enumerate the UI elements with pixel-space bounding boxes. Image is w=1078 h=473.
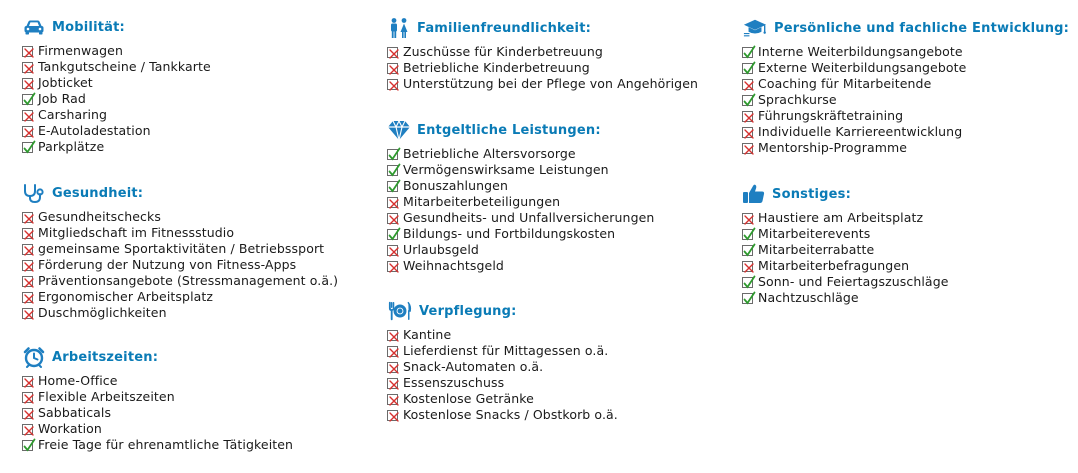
checklist-item xyxy=(22,305,362,321)
checklist-item xyxy=(742,76,1072,92)
family-icon xyxy=(387,17,411,39)
cross-icon xyxy=(22,392,33,403)
diamond-icon xyxy=(387,119,411,141)
checklist-item-label: Jobticket xyxy=(38,75,93,90)
checklist-item-label: Mitarbeiterevents xyxy=(758,226,871,241)
cross-icon xyxy=(22,62,33,73)
checkmark-icon xyxy=(387,181,398,192)
checklist-item xyxy=(22,59,362,75)
checklist-item xyxy=(387,146,727,162)
cross-icon xyxy=(22,244,33,255)
item-list xyxy=(22,373,362,453)
checklist-item xyxy=(387,60,727,76)
cross-icon xyxy=(742,79,753,90)
checkmark-icon xyxy=(742,63,753,74)
section-header xyxy=(387,16,727,40)
checklist-item-label: Interne Weiterbildungsangebote xyxy=(758,44,963,59)
checklist-item-label: Mitarbeiterbefragungen xyxy=(758,258,910,273)
checklist-item xyxy=(22,225,362,241)
checklist-item-label: Kostenlose Snacks / Obstkorb o.ä. xyxy=(403,407,618,422)
cross-icon xyxy=(387,394,398,405)
checklist-item-label: Gesundheitschecks xyxy=(38,209,161,224)
checklist-item-label: Gesundheits- und Unfallversicherungen xyxy=(403,210,655,225)
checklist-item-label: Workation xyxy=(38,421,102,436)
item-list xyxy=(742,44,1072,156)
checklist-item xyxy=(387,343,727,359)
checklist-item xyxy=(387,162,727,178)
section-familienfreundlichkeit xyxy=(387,16,727,92)
section-sonstiges xyxy=(742,182,1078,306)
section-title: Gesundheit: xyxy=(52,185,144,201)
checklist-item xyxy=(742,44,1072,60)
item-list xyxy=(742,210,1078,306)
checklist-item xyxy=(22,405,362,421)
cross-icon xyxy=(742,143,753,154)
checklist-item xyxy=(742,258,1078,274)
item-list xyxy=(22,209,362,321)
section-title: Entgeltliche Leistungen: xyxy=(417,122,601,138)
cross-icon xyxy=(22,408,33,419)
checklist-item xyxy=(742,60,1072,76)
checklist-item xyxy=(387,391,727,407)
checklist-item xyxy=(742,108,1072,124)
thumbs-up-icon xyxy=(742,183,766,205)
checkmark-icon xyxy=(742,277,753,288)
checkmark-icon xyxy=(742,245,753,256)
section-verpflegung xyxy=(387,299,727,423)
checkmark-icon xyxy=(742,47,753,58)
checklist-item-label: Weihnachtsgeld xyxy=(403,258,504,273)
cross-icon xyxy=(742,213,753,224)
cross-icon xyxy=(22,292,33,303)
section-title: Verpflegung: xyxy=(419,303,517,319)
cross-icon xyxy=(387,213,398,224)
checklist-item-label: Coaching für Mitarbeitende xyxy=(758,76,932,91)
section-header xyxy=(387,118,727,142)
section-title: Persönliche und fachliche Entwicklung: xyxy=(774,20,1070,36)
cross-icon xyxy=(22,212,33,223)
cross-icon xyxy=(387,197,398,208)
cross-icon xyxy=(742,261,753,272)
checklist-item-label: Mitgliedschaft im Fitnessstudio xyxy=(38,225,235,240)
checklist-item-label: gemeinsame Sportaktivitäten / Betriebssport xyxy=(38,241,325,256)
section-header xyxy=(387,299,727,323)
checkmark-icon xyxy=(742,293,753,304)
cross-icon xyxy=(387,330,398,341)
stethoscope-icon xyxy=(22,182,46,204)
checklist-item xyxy=(22,75,362,91)
cross-icon xyxy=(387,410,398,421)
checklist-item xyxy=(742,210,1078,226)
checkmark-icon xyxy=(22,440,33,451)
checklist-item-label: Haustiere am Arbeitsplatz xyxy=(758,210,924,225)
checklist-item-label: Vermögenswirksame Leistungen xyxy=(403,162,609,177)
checklist-item-label: Carsharing xyxy=(38,107,108,122)
checklist-item xyxy=(387,359,727,375)
checklist-item-label: Firmenwagen xyxy=(38,43,123,58)
checklist-item-label: Präventionsangebote (Stressmanagement o.ä.) xyxy=(38,273,339,288)
checklist-item-label: Zuschüsse für Kinderbetreuung xyxy=(403,44,603,59)
checklist-item xyxy=(22,373,362,389)
checklist-item xyxy=(22,437,362,453)
item-list xyxy=(22,43,362,155)
checklist-item-label: Sonn- und Feiertagszuschläge xyxy=(758,274,949,289)
checklist-item xyxy=(387,210,727,226)
checklist-item xyxy=(22,107,362,123)
checklist-item xyxy=(742,124,1072,140)
checklist-item-label: Home-Office xyxy=(38,373,118,388)
cross-icon xyxy=(387,261,398,272)
alarm-clock-icon xyxy=(22,346,46,368)
graduation-cap-icon xyxy=(742,17,768,39)
checklist-item xyxy=(22,91,362,107)
section-header xyxy=(22,345,362,369)
cross-icon xyxy=(22,228,33,239)
section-arbeitszeiten xyxy=(22,345,362,453)
checklist-item-label: Mentorship-Programme xyxy=(758,140,908,155)
checklist-item-label: E-Autoladestation xyxy=(38,123,151,138)
checklist-item-label: Tankgutscheine / Tankkarte xyxy=(38,59,211,74)
checklist-item xyxy=(22,389,362,405)
cross-icon xyxy=(22,260,33,271)
checklist-item-label: Essenszuschuss xyxy=(403,375,505,390)
checklist-item-label: Job Rad xyxy=(38,91,86,106)
checklist-item xyxy=(742,274,1078,290)
checklist-item xyxy=(22,139,362,155)
checklist-item-label: Flexible Arbeitszeiten xyxy=(38,389,175,404)
checkmark-icon xyxy=(387,165,398,176)
checkmark-icon xyxy=(22,94,33,105)
cross-icon xyxy=(22,78,33,89)
cross-icon xyxy=(742,111,753,122)
checklist-item-label: Parkplätze xyxy=(38,139,105,154)
section-header xyxy=(22,181,362,205)
checklist-item xyxy=(22,257,362,273)
checklist-item xyxy=(387,76,727,92)
checklist-item xyxy=(387,44,727,60)
checklist-item xyxy=(742,242,1078,258)
checklist-item xyxy=(22,43,362,59)
checklist-item-label: Bonuszahlungen xyxy=(403,178,508,193)
checklist-item xyxy=(742,140,1072,156)
checklist-item-label: Bildungs- und Fortbildungskosten xyxy=(403,226,616,241)
cross-icon xyxy=(387,378,398,389)
checklist-item-label: Snack-Automaten o.ä. xyxy=(403,359,544,374)
checklist-item-label: Urlaubsgeld xyxy=(403,242,479,257)
checklist-item-label: Sabbaticals xyxy=(38,405,112,420)
item-list xyxy=(387,146,727,274)
cross-icon xyxy=(22,308,33,319)
checklist-item-label: Mitarbeiterbeteiligungen xyxy=(403,194,561,209)
section-header xyxy=(22,15,362,39)
checklist-item-label: Lieferdienst für Mittagessen o.ä. xyxy=(403,343,609,358)
checklist-item xyxy=(387,327,727,343)
checklist-item xyxy=(742,290,1078,306)
checklist-item-label: Individuelle Karriereentwicklung xyxy=(758,124,963,139)
cross-icon xyxy=(22,376,33,387)
checklist-item-label: Freie Tage für ehrenamtliche Tätigkeiten xyxy=(38,437,294,452)
cross-icon xyxy=(742,127,753,138)
cross-icon xyxy=(22,424,33,435)
checklist-item xyxy=(387,375,727,391)
checkmark-icon xyxy=(22,142,33,153)
section-entgeltliche-leistungen xyxy=(387,118,727,274)
cross-icon xyxy=(387,79,398,90)
checklist-item xyxy=(387,226,727,242)
checklist-item-label: Ergonomischer Arbeitsplatz xyxy=(38,289,214,304)
checklist-item xyxy=(22,421,362,437)
checklist-item xyxy=(387,407,727,423)
cross-icon xyxy=(22,110,33,121)
checkmark-icon xyxy=(387,229,398,240)
checklist-item-label: Externe Weiterbildungsangebote xyxy=(758,60,967,75)
checklist-item xyxy=(22,289,362,305)
checklist-item-label: Kostenlose Getränke xyxy=(403,391,534,406)
section-gesundheit xyxy=(22,181,362,321)
section-header xyxy=(742,182,1078,206)
checklist-item xyxy=(22,123,362,139)
cross-icon xyxy=(22,276,33,287)
checklist-item xyxy=(387,194,727,210)
cross-icon xyxy=(387,63,398,74)
checklist-item-label: Führungskräftetraining xyxy=(758,108,904,123)
checklist-item-label: Betriebliche Altersvorsorge xyxy=(403,146,576,161)
checklist-item-label: Unterstützung bei der Pflege von Angehörigen xyxy=(403,76,699,91)
checklist-item-label: Förderung der Nutzung von Fitness-Apps xyxy=(38,257,297,272)
section-title: Arbeitszeiten: xyxy=(52,349,159,365)
cross-icon xyxy=(22,46,33,57)
checklist-item xyxy=(387,178,727,194)
cross-icon xyxy=(387,346,398,357)
checklist-item-label: Betriebliche Kinderbetreuung xyxy=(403,60,590,75)
checklist-item xyxy=(742,92,1072,108)
section-title: Familienfreundlichkeit: xyxy=(417,20,592,36)
cross-icon xyxy=(22,126,33,137)
checkmark-icon xyxy=(387,149,398,160)
checklist-item-label: Nachtzuschläge xyxy=(758,290,859,305)
cross-icon xyxy=(387,47,398,58)
checkmark-icon xyxy=(742,95,753,106)
checklist-item-label: Sprachkurse xyxy=(758,92,837,107)
car-icon xyxy=(22,16,46,38)
checkmark-icon xyxy=(742,229,753,240)
item-list xyxy=(387,327,727,423)
section-header xyxy=(742,16,1072,40)
checklist-item xyxy=(22,209,362,225)
checklist-item xyxy=(387,258,727,274)
cross-icon xyxy=(387,362,398,373)
item-list xyxy=(387,44,727,92)
checklist-item-label: Duschmöglichkeiten xyxy=(38,305,167,320)
section-persoenliche-entwicklung xyxy=(742,16,1072,156)
section-title: Mobilität: xyxy=(52,19,125,35)
checklist-item xyxy=(22,273,362,289)
checklist-item xyxy=(22,241,362,257)
checklist-item xyxy=(742,226,1078,242)
checklist-item-label: Mitarbeiterrabatte xyxy=(758,242,875,257)
checklist-item xyxy=(387,242,727,258)
section-mobilitaet xyxy=(22,15,362,155)
cross-icon xyxy=(387,245,398,256)
checklist-item-label: Kantine xyxy=(403,327,452,342)
section-title: Sonstiges: xyxy=(772,186,852,202)
plate-cutlery-icon xyxy=(387,300,413,322)
